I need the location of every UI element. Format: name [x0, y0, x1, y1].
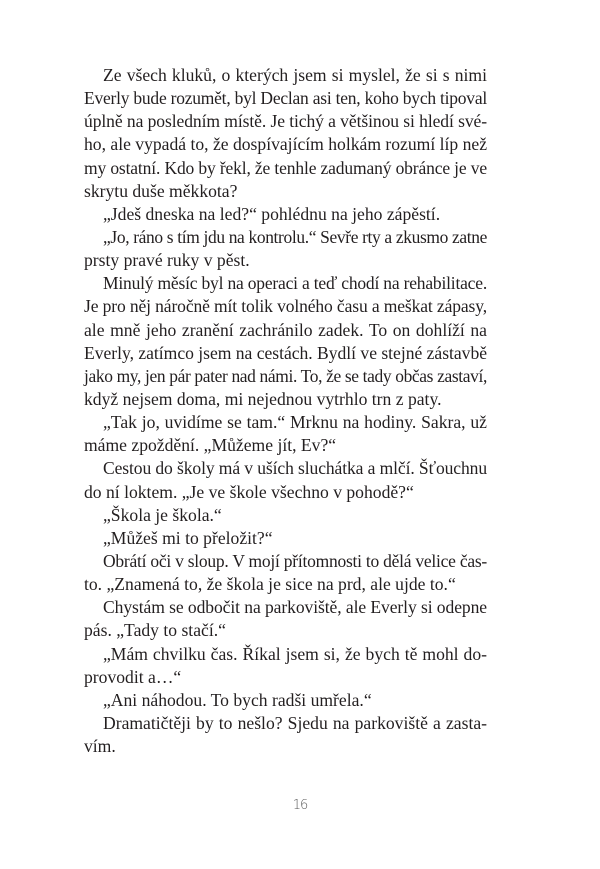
text-line: do ní loktem. „Je ve škole všechno v pohodě?“ — [84, 481, 414, 502]
text-line: Je pro něj náročně mít tolik volného času a meškat zápasy, — [84, 296, 487, 317]
text-line: když nejsem doma, mi nejednou vytrhlo trn z paty. — [84, 388, 442, 409]
text-line: Dramatičtěji by to nešlo? Sjedu na parkoviště a zasta- — [103, 712, 487, 733]
text-line: Everly bude rozumět, byl Declan asi ten, koho bych tipoval — [84, 88, 487, 109]
text-line: skrytu duše měkkota? — [84, 180, 238, 201]
text-line: „Jdeš dneska na led?“ pohlédnu na jeho zápěstí. — [103, 203, 441, 224]
text-line: jako my, jen pár pater nad námi. To, že se tady občas zastaví, — [84, 365, 487, 386]
text-line: úplně na posledním místě. Je tichý a většinou si hledí své- — [84, 111, 487, 132]
text-line: „Škola je škola.“ — [103, 504, 222, 525]
text-line: Cestou do školy má v uších sluchátka a mlčí. Šťouchnu — [103, 458, 487, 479]
text-line: Obrátí oči v sloup. V mojí přítomnosti to dělá velice čas- — [103, 550, 487, 571]
text-line: Chystám se odbočit na parkoviště, ale Everly si odepne — [103, 597, 487, 618]
text-line: „Ani náhodou. To bych radši umřela.“ — [103, 689, 372, 710]
text-line: Minulý měsíc byl na operaci a teď chodí na rehabilitace. — [103, 273, 487, 294]
text-line: „Můžeš mi to přeložit?“ — [103, 527, 273, 548]
text-line: provodit a…“ — [84, 666, 182, 687]
text-line: to. „Znamená to, že škola je sice na prd, ale ujde to.“ — [84, 574, 456, 595]
text-line: „Jo, ráno s tím jdu na kontrolu.“ Sevře rty a zkusmo zatne — [103, 226, 487, 247]
text-line: prsty pravé ruky v pěst. — [84, 250, 250, 271]
text-line: máme zpoždění. „Můžeme jít, Ev?“ — [84, 435, 337, 456]
text-line: my ostatní. Kdo by řekl, že tenhle zadumaný obránce je ve — [84, 157, 487, 178]
text-line: ho, ale vypadá to, že dospívajícím holkám rozumí líp než — [84, 134, 487, 155]
text-line: ale mně jeho zranění zachránilo zadek. To on dohlíží na — [84, 319, 487, 340]
text-line: Ze všech kluků, o kterých jsem si myslel, že si s nimi — [103, 65, 487, 85]
page-number: 16 — [292, 798, 308, 813]
text-line: vím. — [84, 736, 116, 757]
text-line: „Tak jo, uvidíme se tam.“ Mrknu na hodiny. Sakra, už — [103, 412, 487, 433]
body-text — [84, 64, 487, 758]
text-line: „Mám chvilku čas. Říkal jsem si, že bych tě mohl do- — [103, 643, 487, 664]
text-line: pás. „Tady to stačí.“ — [84, 620, 226, 641]
text-line: Everly, zatímco jsem na cestách. Bydlí ve stejné zástavbě — [84, 342, 487, 363]
